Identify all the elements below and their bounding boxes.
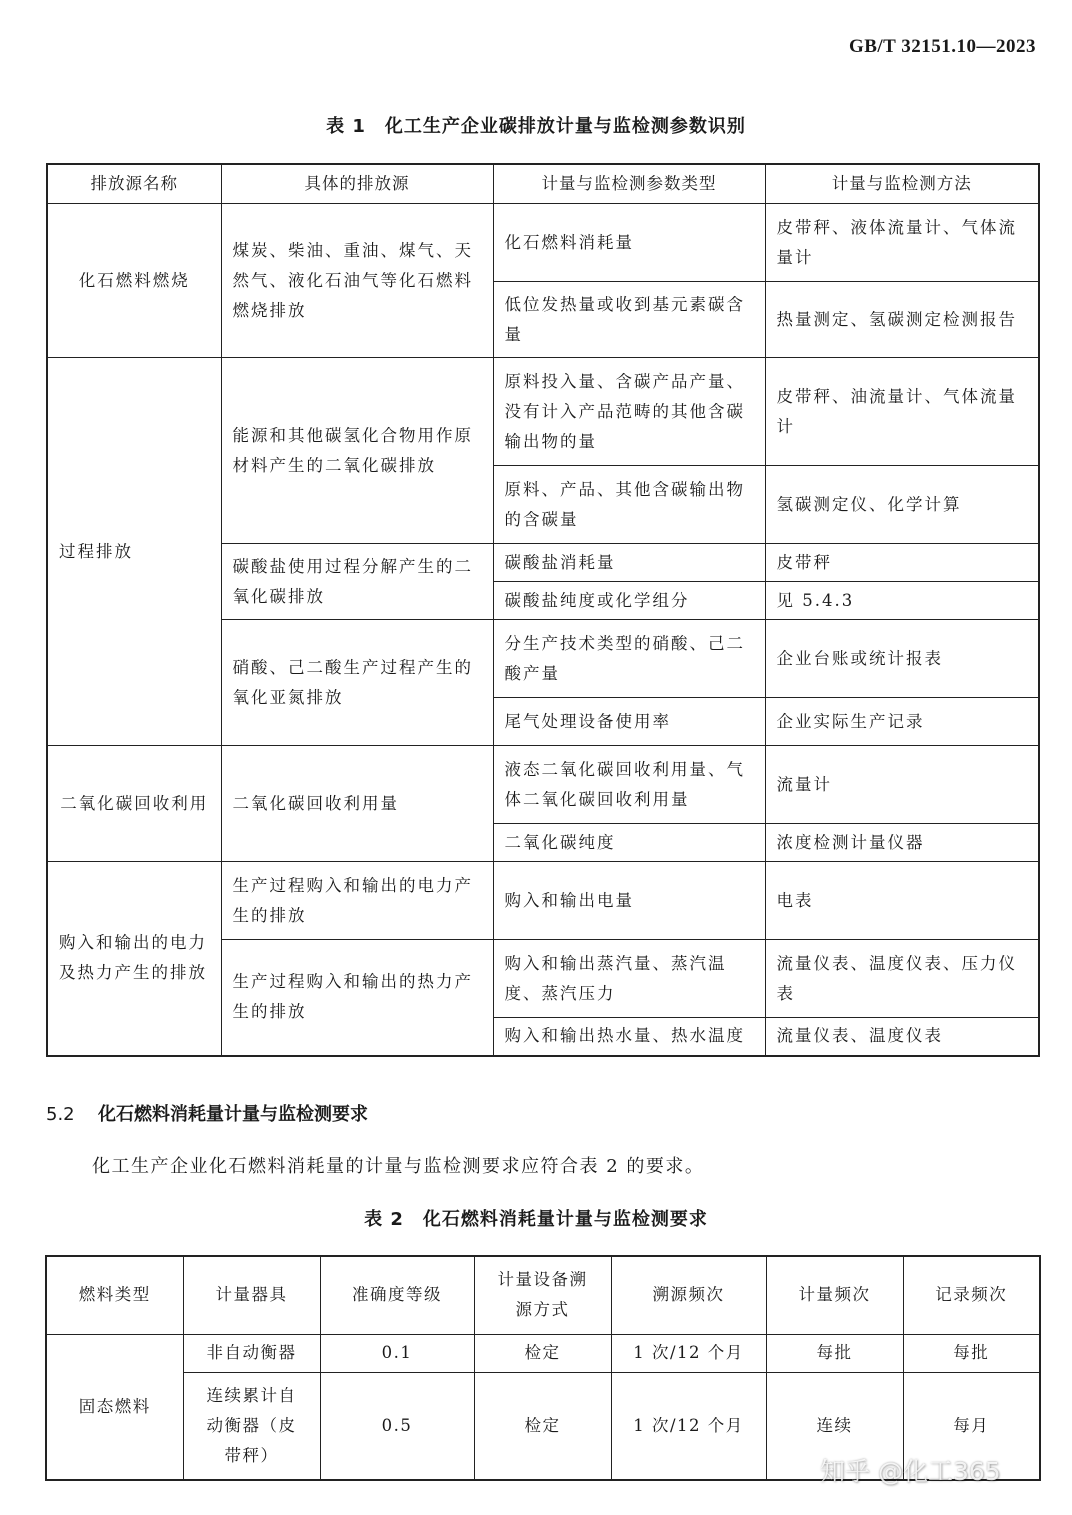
measurement-method: 流量仪表、温度仪表、压力仪表 xyxy=(765,940,1039,1018)
column-header: 具体的排放源 xyxy=(221,164,493,204)
parameter-type: 原料投入量、含碳产品产量、没有计入产品范畴的其他含碳输出物的量 xyxy=(493,358,765,466)
parameter-type: 分生产技术类型的硝酸、己二酸产量 xyxy=(493,620,765,698)
column-header: 排放源名称 xyxy=(47,164,221,204)
parameter-type: 化石燃料消耗量 xyxy=(493,204,765,282)
parameter-type: 碳酸盐纯度或化学组分 xyxy=(493,582,765,620)
measurement-method: 氢碳测定仪、化学计算 xyxy=(765,466,1039,544)
traceability-method: 检定 xyxy=(474,1334,611,1372)
measurement-method: 热量测定、氢碳测定检测报告 xyxy=(765,282,1039,358)
metering-frequency: 每批 xyxy=(766,1334,903,1372)
measurement-method: 企业实际生产记录 xyxy=(765,698,1039,746)
metering-frequency: 连续 xyxy=(766,1372,903,1480)
emission-source: 能源和其他碳氢化合物用作原材料产生的二氧化碳排放 xyxy=(221,358,493,544)
table-header-row xyxy=(47,164,1039,204)
emission-source: 生产过程购入和输出的热力产生的排放 xyxy=(221,940,493,1056)
emission-source: 碳酸盐使用过程分解产生的二氧化碳排放 xyxy=(221,544,493,620)
column-header: 计量设备溯源方式 xyxy=(474,1256,611,1334)
column-header: 溯源频次 xyxy=(611,1256,766,1334)
parameter-type: 液态二氧化碳回收利用量、气体二氧化碳回收利用量 xyxy=(493,746,765,824)
measurement-method: 企业台账或统计报表 xyxy=(765,620,1039,698)
column-header: 计量器具 xyxy=(183,1256,320,1334)
column-header: 准确度等级 xyxy=(320,1256,474,1334)
table-row xyxy=(47,358,1039,466)
meter-instrument: 非自动衡器 xyxy=(183,1334,320,1372)
table1-caption: 表 1 化工生产企业碳排放计量与监检测参数识别 xyxy=(326,116,746,137)
fuel-type: 固态燃料 xyxy=(46,1334,183,1480)
emission-category: 二氧化碳回收利用 xyxy=(47,746,221,862)
parameter-type: 购入和输出热水量、热水温度 xyxy=(493,1018,765,1056)
section-heading xyxy=(46,1100,368,1126)
record-frequency: 每月 xyxy=(903,1372,1040,1480)
standard-number: GB/T 32151.10—2023 xyxy=(848,36,1036,57)
traceability-frequency: 1 次/12 个月 xyxy=(611,1372,766,1480)
table2-caption: 表 2 化石燃料消耗量计量与监检测要求 xyxy=(364,1209,708,1230)
table-row xyxy=(47,862,1039,940)
section-number: 5.2 xyxy=(46,1104,75,1125)
table-header-row xyxy=(46,1256,1040,1334)
fuel-metering-table xyxy=(45,1255,1041,1481)
meter-instrument: 连续累计自动衡器（皮带秤） xyxy=(183,1372,320,1480)
parameter-type: 二氧化碳纯度 xyxy=(493,824,765,862)
zhihu-watermark: 知乎 @化工365 xyxy=(820,1457,1001,1486)
column-header: 计量频次 xyxy=(766,1256,903,1334)
measurement-method: 电表 xyxy=(765,862,1039,940)
emission-source: 生产过程购入和输出的电力产生的排放 xyxy=(221,862,493,940)
parameter-type: 尾气处理设备使用率 xyxy=(493,698,765,746)
parameter-type: 低位发热量或收到基元素碳含量 xyxy=(493,282,765,358)
emission-category: 购入和输出的电力及热力产生的排放 xyxy=(47,862,221,1056)
measurement-method: 皮带秤、液体流量计、气体流量计 xyxy=(765,204,1039,282)
table-row xyxy=(47,204,1039,282)
traceability-method: 检定 xyxy=(474,1372,611,1480)
column-header: 计量与监检测参数类型 xyxy=(493,164,765,204)
table-row xyxy=(46,1334,1040,1372)
section-title: 化石燃料消耗量计量与监检测要求 xyxy=(98,1104,368,1125)
measurement-method: 流量计 xyxy=(765,746,1039,824)
parameter-type: 购入和输出蒸汽量、蒸汽温度、蒸汽压力 xyxy=(493,940,765,1018)
emission-category: 化石燃料燃烧 xyxy=(47,204,221,358)
body-paragraph: 化工生产企业化石燃料消耗量的计量与监检测要求应符合表 2 的要求。 xyxy=(92,1156,705,1177)
emission-source: 硝酸、己二酸生产过程产生的氧化亚氮排放 xyxy=(221,620,493,746)
traceability-frequency: 1 次/12 个月 xyxy=(611,1334,766,1372)
table-row xyxy=(47,746,1039,824)
parameter-type: 碳酸盐消耗量 xyxy=(493,544,765,582)
measurement-method: 见 5.4.3 xyxy=(765,582,1039,620)
measurement-method: 流量仪表、温度仪表 xyxy=(765,1018,1039,1056)
accuracy-class: 0.5 xyxy=(320,1372,474,1480)
emission-source: 煤炭、柴油、重油、煤气、天然气、液化石油气等化石燃料燃烧排放 xyxy=(221,204,493,358)
column-header: 燃料类型 xyxy=(46,1256,183,1334)
emission-category: 过程排放 xyxy=(47,358,221,746)
parameter-type: 购入和输出电量 xyxy=(493,862,765,940)
emission-source: 二氧化碳回收利用量 xyxy=(221,746,493,862)
measurement-method: 皮带秤 xyxy=(765,544,1039,582)
emission-parameter-table xyxy=(46,163,1040,1057)
accuracy-class: 0.1 xyxy=(320,1334,474,1372)
record-frequency: 每批 xyxy=(903,1334,1040,1372)
measurement-method: 浓度检测计量仪器 xyxy=(765,824,1039,862)
column-header: 记录频次 xyxy=(903,1256,1040,1334)
parameter-type: 原料、产品、其他含碳输出物的含碳量 xyxy=(493,466,765,544)
measurement-method: 皮带秤、油流量计、气体流量计 xyxy=(765,358,1039,466)
column-header: 计量与监检测方法 xyxy=(765,164,1039,204)
